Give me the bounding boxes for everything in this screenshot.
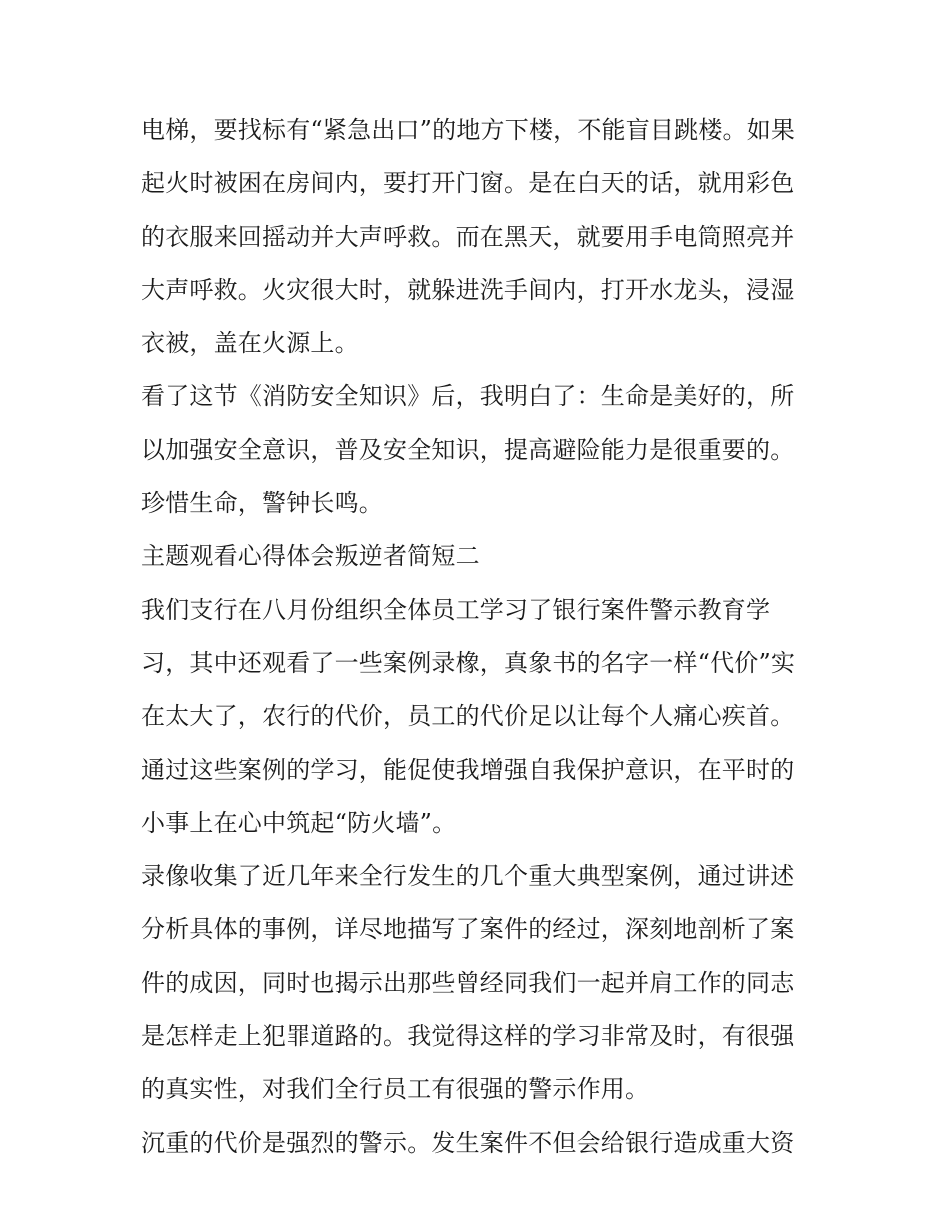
text-line: 我们支行在八月份组织全体员工学习了银行案件警示教育学 <box>141 595 771 624</box>
text-line: 录像收集了近几年来全行发生的几个重大典型案例，通过讲述 <box>141 862 795 891</box>
section-heading: 主题观看心得体会叛逆者简短二 <box>141 542 480 571</box>
text-line: 通过这些案例的学习，能促使我增强自我保护意识，在平时的 <box>141 755 795 784</box>
text-line: 是怎样走上犯罪道路的。我觉得这样的学习非常及时，有很强 <box>141 1022 795 1051</box>
text-line: 分析具体的事例，详尽地描写了案件的经过，深刻地剖析了案 <box>141 915 795 944</box>
text-line: 衣被，盖在火源上。 <box>141 329 359 358</box>
text-line: 小事上在心中筑起“防火墙”。 <box>141 808 457 837</box>
text-line: 沉重的代价是强烈的警示。发生案件不但会给银行造成重大资 <box>141 1128 795 1157</box>
text-line: 在太大了，农行的代价，员工的代价足以让每个人痛心疾首。 <box>141 702 795 731</box>
document-body <box>141 104 813 1170</box>
text-line: 以加强安全意识，普及安全知识，提高避险能力是很重要的。 <box>141 435 795 464</box>
text-line: 件的成因，同时也揭示出那些曾经同我们一起并肩工作的同志 <box>141 968 795 997</box>
text-line: 习，其中还观看了一些案例录橡，真象书的名字一样“代价”实 <box>141 648 796 677</box>
text-line: 的真实性，对我们全行员工有很强的警示作用。 <box>141 1075 650 1104</box>
text-line: 的衣服来回摇动并大声呼救。而在黑天，就要用手电筒照亮并 <box>141 222 795 251</box>
text-line: 电梯，要找标有“紧急出口”的地方下楼，不能盲目跳楼。如果 <box>141 116 796 144</box>
text-line: 大声呼救。火灾很大时，就躲进洗手间内，打开水龙头，浸湿 <box>141 275 795 304</box>
text-line: 珍惜生命，警钟长鸣。 <box>141 489 383 518</box>
text-line: 看了这节《消防安全知识》后，我明白了：生命是美好的，所 <box>141 382 795 411</box>
text-line: 起火时被困在房间内，要打开门窗。是在白天的话，就用彩色 <box>141 169 795 198</box>
